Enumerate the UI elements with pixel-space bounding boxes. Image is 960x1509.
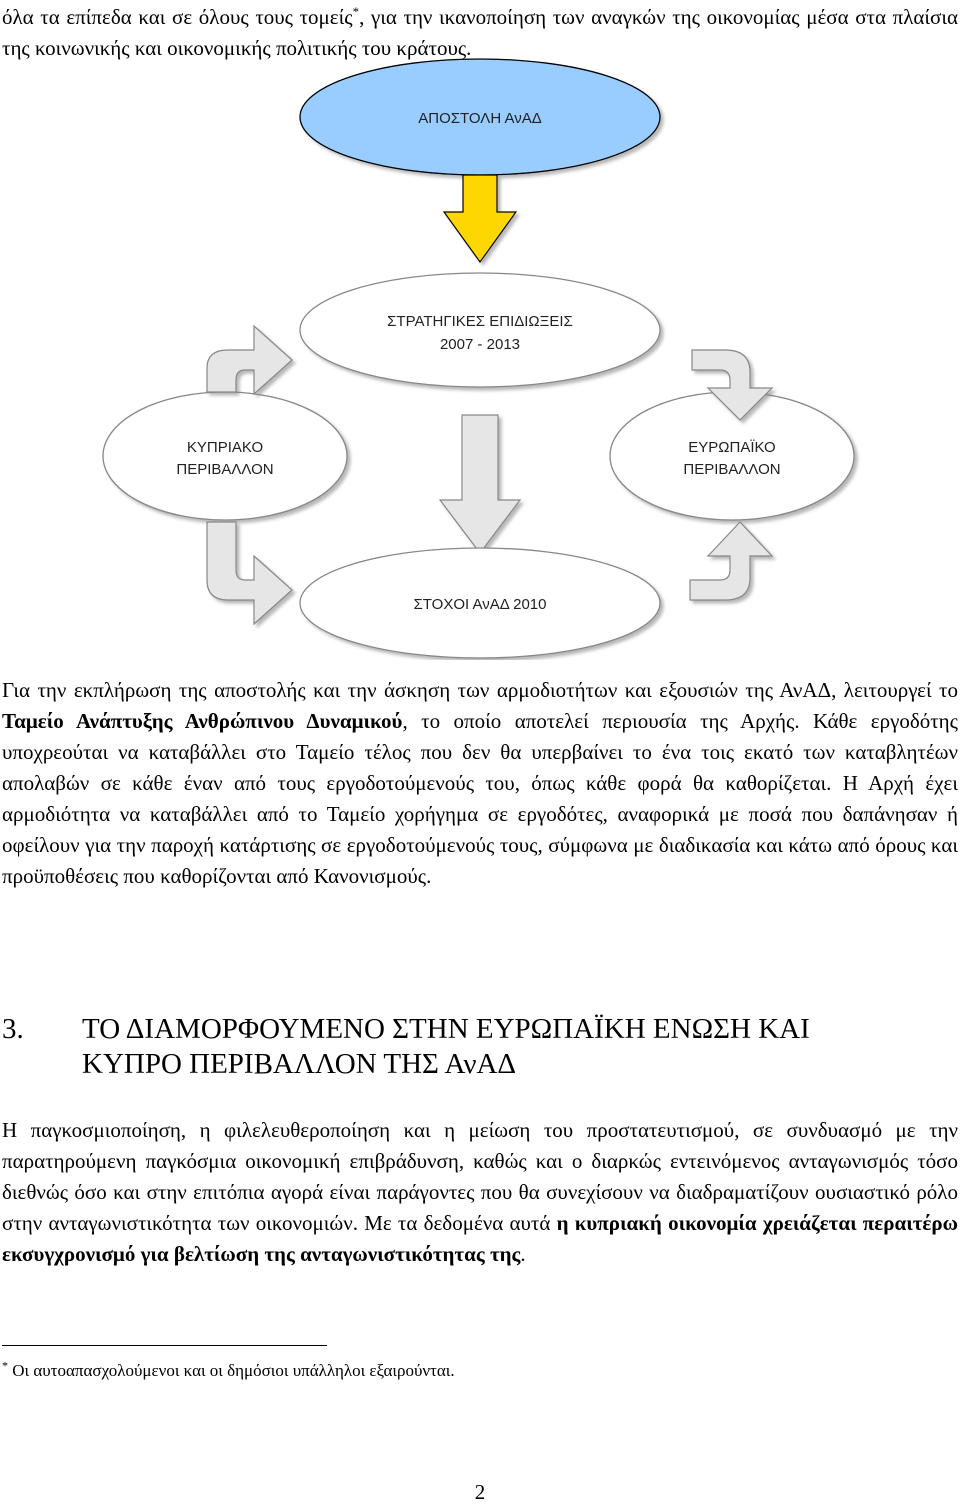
europe-label-1: ΕΥΡΩΠΑΪΚΟ xyxy=(688,439,776,456)
fund-paragraph xyxy=(2,675,958,892)
section-title-line-2: ΚΥΠΡΟ ΠΕΡΙΒΑΛΛΟΝ ΤΗΣ ΑνΑΔ xyxy=(82,1048,517,1080)
cyprus-label-2: ΠΕΡΙΒΑΛΛΟΝ xyxy=(176,461,274,478)
curved-arrow-bottom-left xyxy=(207,522,292,624)
cyprus-environment-ellipse xyxy=(103,392,347,520)
footnote-text: Οι αυτοαπασχολούμενοι και οι δημόσιοι υπάλληλοι εξαιρούνται. xyxy=(8,1361,455,1380)
footnote-ref: * xyxy=(352,4,360,19)
adl-mission-diagram xyxy=(0,0,960,660)
intro-text-a: όλα τα επίπεδα και σε όλους τους τομείς xyxy=(2,5,353,29)
section-title-line-1: ΤΟ ΔΙΑΜΟΡΦΟΥΜΕΝΟ ΣΤΗΝ ΕΥΡΩΠΑΪΚΗ ΕΝΩΣΗ ΚΑΙ xyxy=(82,1013,810,1045)
curved-arrow-top-left xyxy=(207,326,292,394)
mission-label: ΑΠΟΣΤΟΛΗ ΑνΑΔ xyxy=(418,110,542,127)
fund-text-2: , το οποίο αποτελεί περιουσία της Αρχής. Κάθε εργοδότης υποχρεούται να καταβάλλει στο Ταμείο τέλος που δεν θα υπερβαίνει το ένα τοις εκατό των καταβλητέων απολαβών σε κάθε έναν από τους εργοδοτούμενούς του, όπως κάθε φορά θα καθορίζεται. Η Αρχή έχει αρμοδιότητα να καταβάλλει από το Ταμείο χορήγημα σε εργοδότες, αναφορικά με ποσά που δαπάνησαν ή οφείλουν για την παροχή κατάρτισης σε εργοδοτούμενούς τους, σύμφωνα με διαδικασία και κάτω από όρους και προϋποθέσεις που καθορίζονται από Κανονισμούς. xyxy=(2,709,958,888)
globalization-emphasis: η κυπριακή οικονομία χρειάζεται περαιτέρω εκσυγχρονισμό για βελτίωση της ανταγωνιστικότητας της xyxy=(2,1211,958,1266)
europe-label-2: ΠΕΡΙΒΑΛΛΟΝ xyxy=(683,461,781,478)
cyprus-label-1: ΚΥΠΡΙΑΚΟ xyxy=(186,439,264,456)
strategic-goals-label-2: 2007 - 2013 xyxy=(439,336,521,353)
footnote-separator xyxy=(2,1345,327,1346)
curved-arrow-bottom-right xyxy=(690,522,772,600)
fund-name: Ταμείο Ανάπτυξης Ανθρώπινου Δυναμικού xyxy=(2,709,403,733)
targets-label: ΣΤΟΧΟΙ ΑνΑΔ 2010 xyxy=(413,596,547,613)
strategic-goals-ellipse xyxy=(300,273,660,387)
globalization-text-2: . xyxy=(520,1242,526,1266)
down-arrow-yellow xyxy=(444,175,516,262)
strategic-goals-label-1: ΣΤΡΑΤΗΓΙΚΕΣ ΕΠΙΔΙΩΞΕΙΣ xyxy=(387,313,573,330)
footnote-marker: * xyxy=(2,1358,8,1373)
globalization-paragraph xyxy=(2,1115,958,1270)
section-number: 3. xyxy=(2,1013,24,1045)
footnote xyxy=(2,1360,455,1382)
page-number: 2 xyxy=(474,1480,486,1504)
fund-text-1: Για την εκπλήρωση της αποστολής και την άσκηση των αρμοδιοτήτων και εξουσιών της ΑνΑΔ, λειτουργεί το xyxy=(2,678,958,702)
globalization-text-1: Η παγκοσμιοποίηση, η φιλελευθεροποίηση και η μείωση του προστατευτισμού, σε συνδυασμό με την παρατηρούμενη παγκόσμια οικονομική επιβράδυνση, καθώς και ο διαρκώς εντεινόμενος ανταγωνισμός τόσο διεθνώς όσο και στην επιτόπια αγορά είναι παράγοντες που θα συνεχίσουν να διαδραματίζουν ουσιαστικό ρόλο στην ανταγωνιστικότητα των οικονομιών. Με τα δεδομένα αυτά xyxy=(2,1118,958,1235)
down-arrow-center xyxy=(440,415,520,553)
intro-text-b: , για την ικανοποίηση των αναγκών της οικονομίας μέσα στα πλαίσια της κοινωνικής και οικονομικής πολιτικής του κράτους. xyxy=(2,5,959,60)
